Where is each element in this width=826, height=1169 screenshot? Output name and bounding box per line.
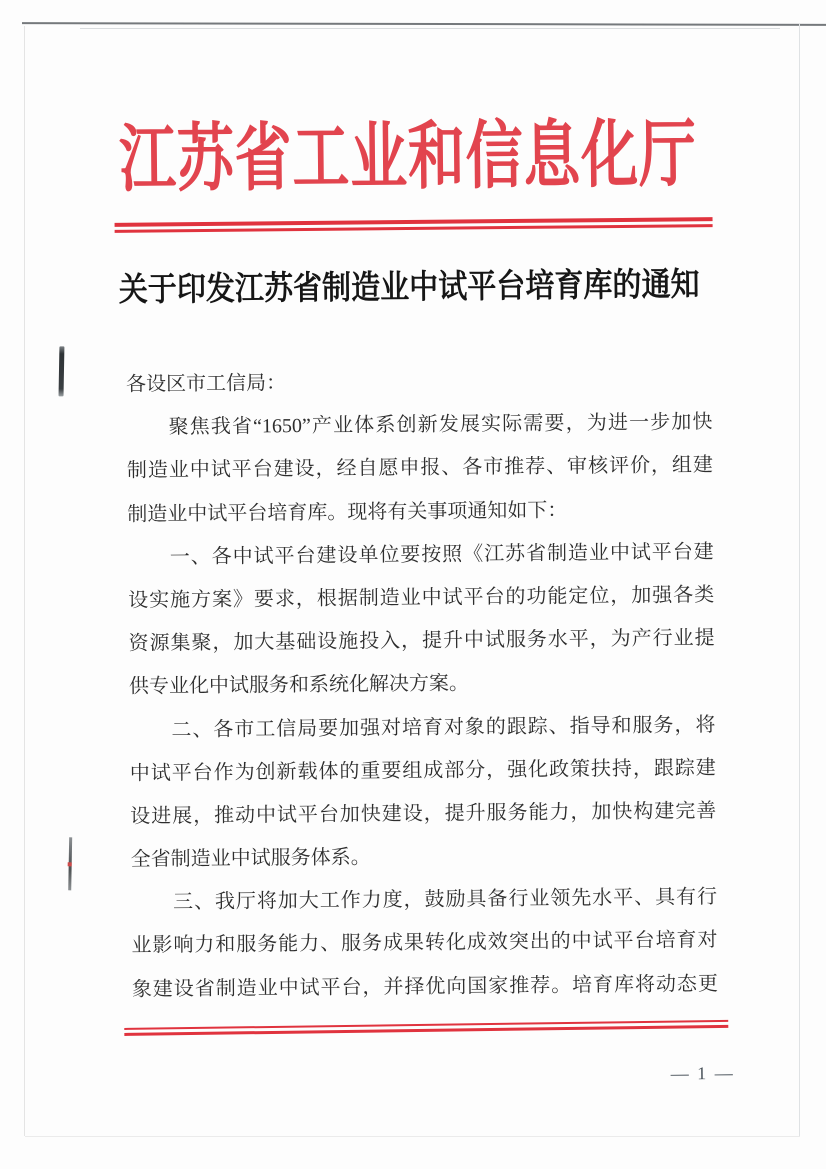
document-title xyxy=(22,266,796,311)
body-line: 设实施方案》要求，根据制造业中试平台的功能定位，加强各类 xyxy=(128,584,715,612)
salutation: 各设区市工信局： xyxy=(125,372,287,396)
body-line: 制造业中试平台培育库。现将有关事项通知如下： xyxy=(127,499,568,526)
body-line: 资源集聚，加大基础设施投入，提升中试服务水平，为产行业提 xyxy=(128,627,715,655)
scan-artifact-staple-mark xyxy=(59,346,65,396)
body-line: 供专业化中试服务和系统化解决方案。 xyxy=(128,672,470,699)
body-line: 象建设省制造业中试平台，并择优向国家推荐。培育库将动态更 xyxy=(131,972,718,1001)
scan-artifact-staple-mark xyxy=(68,837,72,890)
body-line: 三、我厅将加大工作力度，鼓励具备行业领先水平、具有行 xyxy=(172,886,718,914)
red-header-separator-line xyxy=(115,217,713,233)
body-line: 二、各市工信局要加强对培育对象的跟踪、指导和服务，将 xyxy=(171,713,716,741)
body-line: 中试平台作为创新载体的重要组成部分，强化政策扶持，跟踪建 xyxy=(129,756,716,785)
letterhead-agency-name: 江苏省工业和信息化厅 xyxy=(118,114,698,202)
body-line: 全省制造业中试服务体系。 xyxy=(130,846,371,871)
body-line: 聚焦我省“1650”产业体系创新发展实际需要，为进一步加快 xyxy=(168,411,713,439)
letterhead xyxy=(21,114,796,202)
document-title-text: 关于印发江苏省制造业中试平台培育库的通知 xyxy=(118,267,700,309)
body-line: 业影响力和服务能力、服务成果转化成效突出的中试平台培育对 xyxy=(131,929,718,958)
red-footer-separator-line xyxy=(124,1020,728,1036)
body-line: 一、各中试平台建设单位要按照《江苏省制造业中试平台建 xyxy=(169,540,714,569)
page-number: — 1 — xyxy=(670,1062,735,1084)
document-content xyxy=(20,21,805,1140)
scan-artifact-red-dot xyxy=(68,862,72,866)
document-body xyxy=(126,358,718,1011)
body-line: 制造业中试平台建设，经自愿申报、各市推荐、审核评价，组建 xyxy=(126,454,714,483)
body-line: 设进展，推动中试平台加快建设，提升服务能力，加快构建完善 xyxy=(130,799,717,828)
